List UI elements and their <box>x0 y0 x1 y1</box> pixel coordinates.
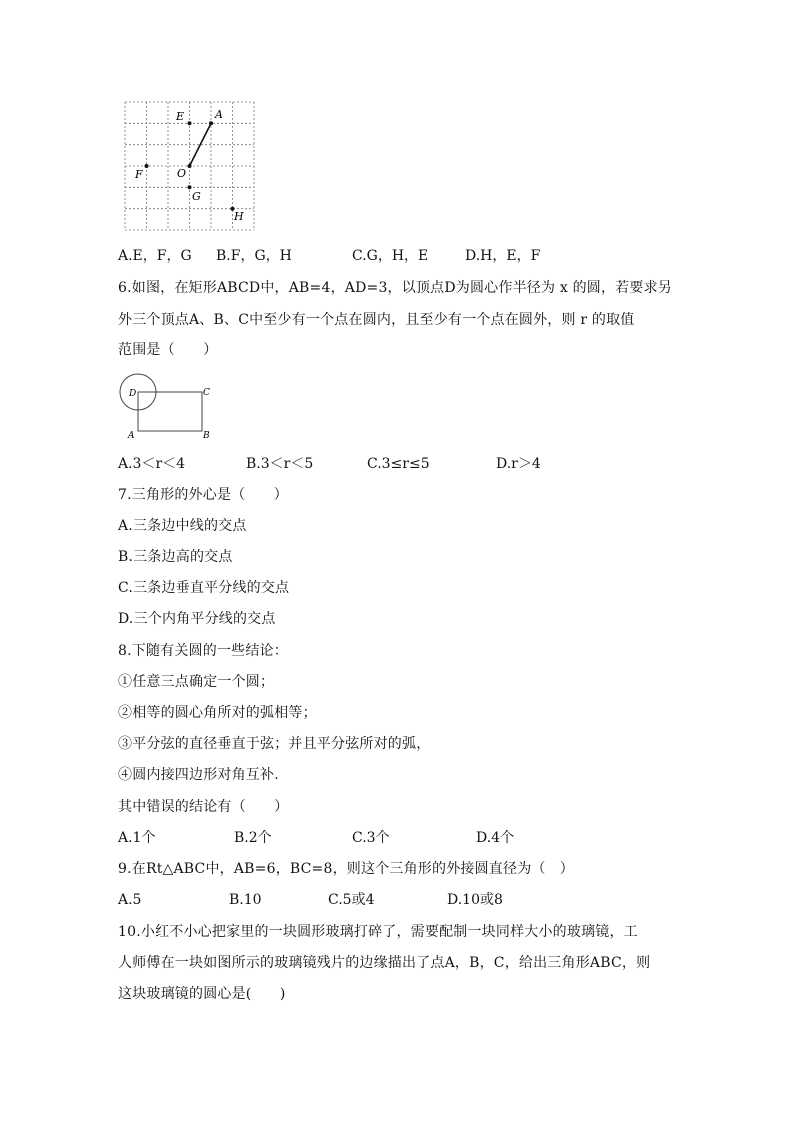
label-b-rect: B <box>203 431 210 441</box>
q9-option-b: B.10 <box>229 892 262 908</box>
label-e: E <box>176 110 185 123</box>
q9-option-d: D.10或8 <box>447 892 503 908</box>
q7-option-c: C.三条边垂直平分线的交点 <box>118 580 290 596</box>
q8-option-d: D.4个 <box>476 830 515 846</box>
q8-option-c: C.3个 <box>352 830 390 846</box>
label-f: F <box>135 168 143 181</box>
grid-figure <box>118 98 260 234</box>
q10-line-2: 人师傅在一块如图所示的玻璃镜残片的边缘描出了点A，B，C，给出三角形ABC，则 <box>118 955 651 971</box>
q5-option-c: C.G，H，E <box>352 248 429 264</box>
label-h: H <box>234 210 244 223</box>
q5-option-a: A.E，F，G <box>118 248 192 264</box>
q10-line-3: 这块玻璃镜的圆心是( ) <box>118 986 286 1002</box>
label-g: G <box>192 190 201 203</box>
q7-stem: 7.三角形的外心是（ ） <box>118 487 288 503</box>
label-d: D <box>129 389 137 399</box>
segment-oa <box>190 123 212 166</box>
label-a: A <box>215 108 223 121</box>
q10-line-1: 10.小红不小心把家里的一块圆形玻璃打碎了，需要配制一块同样大小的玻璃镜，工 <box>118 924 638 940</box>
rectangle-abcd <box>138 392 202 431</box>
q7-option-b: B.三条边高的交点 <box>118 549 233 565</box>
label-o: O <box>177 167 187 180</box>
q8-option-a: A.1个 <box>118 830 156 846</box>
point-a-dot <box>209 121 213 125</box>
q8-statement-4: ④圆内接四边形对角互补. <box>118 767 279 783</box>
q7-option-a: A.三条边中线的交点 <box>118 518 247 534</box>
q6-line-2: 外三个顶点A、B、C中至少有一个点在圆内，且至少有一个点在圆外，则 r 的取值 <box>118 312 635 328</box>
q8-question: 其中错误的结论有（ ） <box>118 799 289 815</box>
q5-option-b: B.F，G，H <box>216 248 292 264</box>
label-a-rect: A <box>128 431 135 441</box>
q6-option-b: B.3＜r＜5 <box>246 456 314 472</box>
q9-option-a: A.5 <box>118 892 142 908</box>
rectangle-figure <box>118 372 218 442</box>
q6-line-1: 6.如图，在矩形ABCD中，AB=4，AD=3，以顶点D为圆心作半径为 x 的圆，若要求另 <box>118 280 672 296</box>
q8-statement-2: ②相等的圆心角所对的弧相等； <box>118 705 317 721</box>
q8-option-b: B.2个 <box>234 830 272 846</box>
point-o-dot <box>188 164 192 168</box>
point-e-dot <box>188 121 192 125</box>
q8-statement-3: ③平分弦的直径垂直于弦；并且平分弦所对的弧， <box>118 736 431 752</box>
point-f-dot <box>145 164 149 168</box>
q6-option-a: A.3＜r＜4 <box>118 456 186 472</box>
q6-option-d: D.r＞4 <box>496 456 541 472</box>
label-c: C <box>203 388 210 398</box>
q6-option-c: C.3≤r≤5 <box>367 456 430 472</box>
q7-option-d: D.三个内角平分线的交点 <box>118 611 276 627</box>
point-g-dot <box>188 185 192 189</box>
q5-option-d: D.H，E，F <box>465 248 541 264</box>
q8-stem: 8.下随有关圆的一些结论： <box>118 643 288 659</box>
q9-option-c: C.5或4 <box>328 892 375 908</box>
q6-line-3: 范围是（ ） <box>118 342 218 358</box>
q8-statement-1: ①任意三点确定一个圆； <box>118 674 275 690</box>
q9-stem: 9.在Rt△ABC中，AB=6，BC=8，则这个三角形的外接圆直径为（ ） <box>118 861 574 877</box>
